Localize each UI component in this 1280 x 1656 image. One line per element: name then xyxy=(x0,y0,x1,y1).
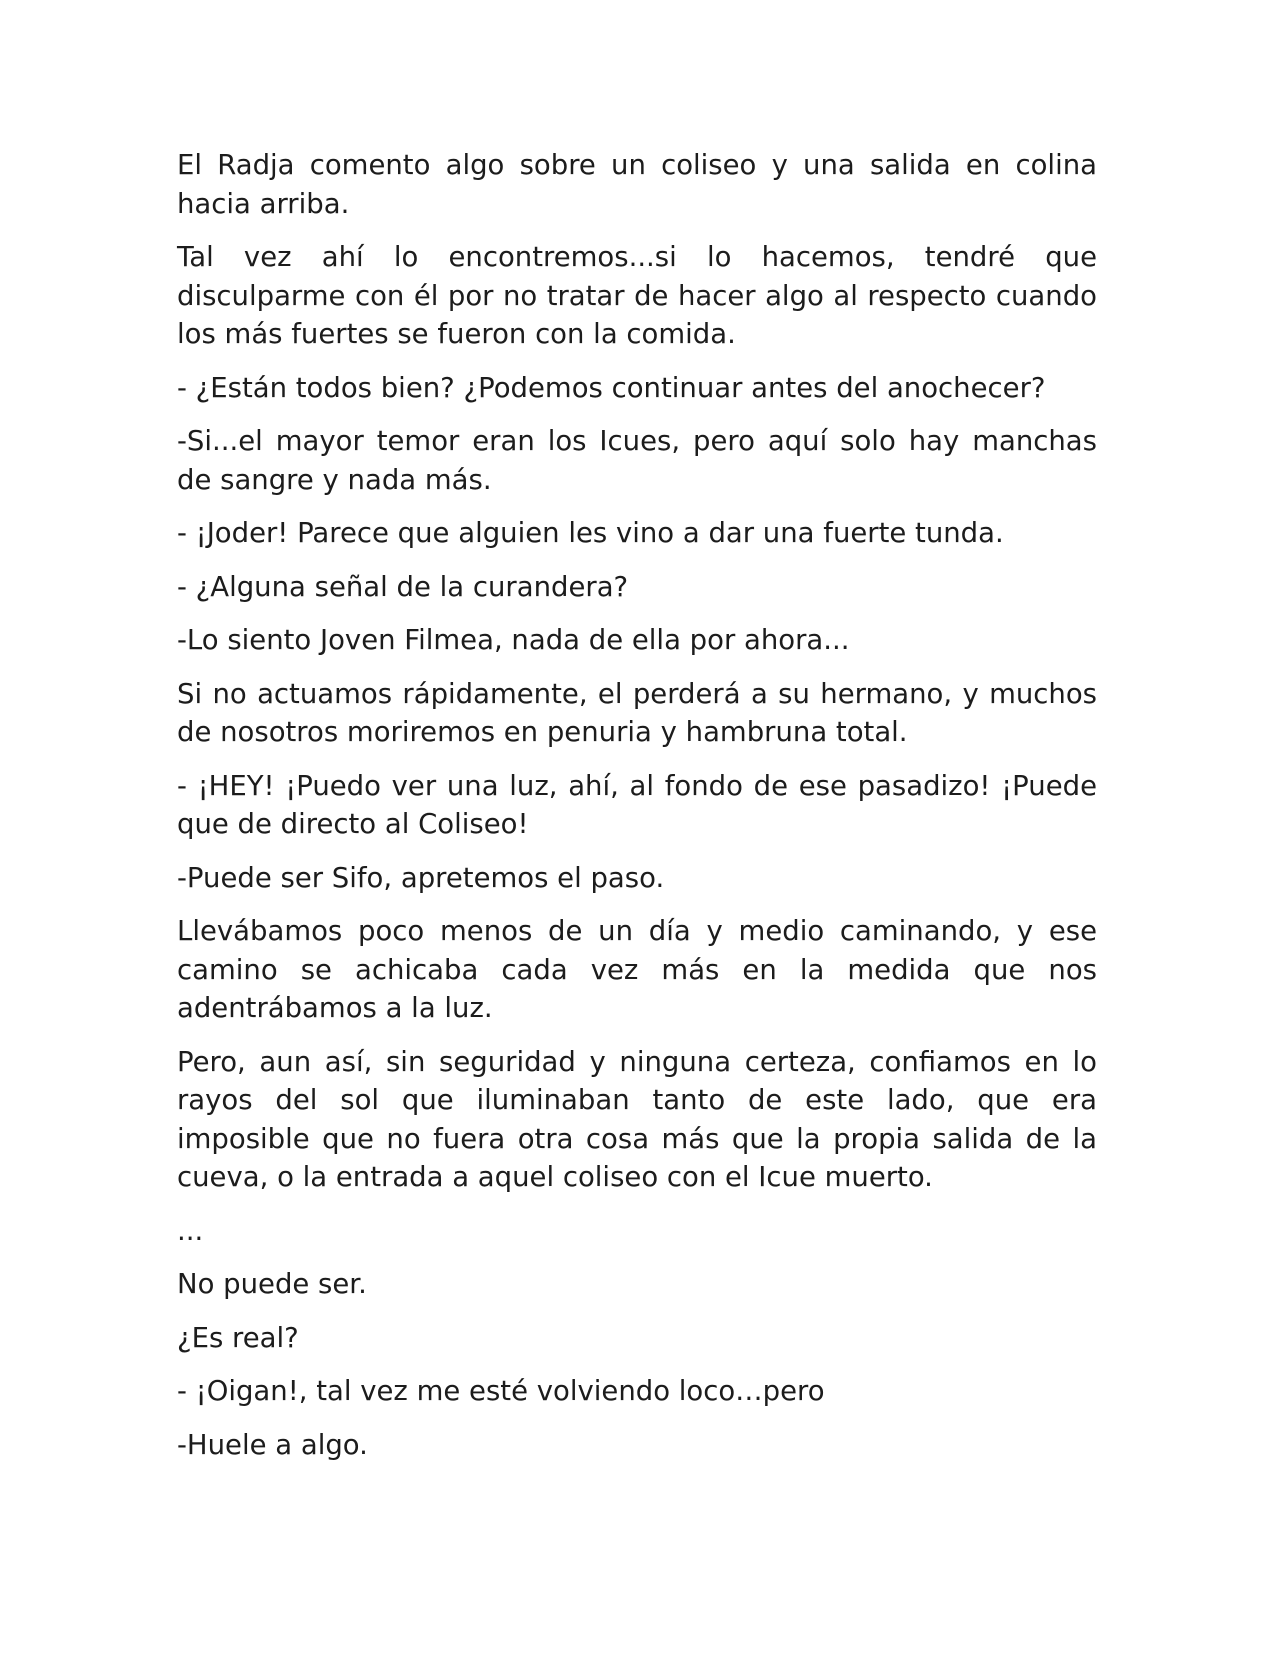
dialogue-line: -Puede ser Sifo, apretemos el paso. xyxy=(177,861,665,894)
paragraph: Pero, aun así, sin seguridad y ninguna certeza, confiamos en lo rayos del sol que iluminaban tanto de este lado, que era imposible que no fuera otra cosa más que la propia salida de la cueva, o la entrada a aquel coliseo con el Icue muerto. xyxy=(177,1045,1097,1193)
paragraph: Tal vez ahí lo encontremos...si lo hacemos, tendré que disculparme con él por no tratar de hacer algo al respecto cuando los más fuertes se fueron con la comida. xyxy=(177,241,1097,350)
dialogue-line: - ¡Joder! Parece que alguien les vino a dar una fuerte tunda. xyxy=(177,517,1004,549)
dialogue-line: - ¿Alguna señal de la curandera? xyxy=(177,570,629,603)
paragraph: No puede ser. xyxy=(177,1268,367,1300)
dialogue-line: -Huele a algo. xyxy=(177,1428,368,1461)
paragraph: ¿Es real? xyxy=(177,1321,299,1354)
document-page xyxy=(177,146,1097,1479)
paragraph: El Radja comento algo sobre un coliseo y una salida en colina hacia arriba. xyxy=(177,149,1097,220)
dialogue-line: -Lo siento Joven Filmea, nada de ella por ahora... xyxy=(177,624,850,656)
dialogue-line: - ¿Están todos bien? ¿Podemos continuar antes del anochecer? xyxy=(177,371,1046,404)
dialogue-line: - ¡Oigan!, tal vez me esté volviendo loco…pero xyxy=(177,1375,825,1407)
ellipsis-line: ... xyxy=(177,1214,204,1247)
paragraph: Si no actuamos rápidamente, el perderá a su hermano, y muchos de nosotros moriremos en penuria y hambruna total. xyxy=(177,677,1097,748)
dialogue-line: - ¡HEY! ¡Puedo ver una luz, ahí, al fondo de ese pasadizo! ¡Puede que de directo al Coliseo! xyxy=(177,769,1097,840)
dialogue-line: -Si...el mayor temor eran los Icues, pero aquí solo hay manchas de sangre y nada más. xyxy=(177,425,1097,496)
paragraph: Llevábamos poco menos de un día y medio caminando, y ese camino se achicaba cada vez más en la medida que nos adentrábamos a la luz. xyxy=(177,915,1097,1024)
